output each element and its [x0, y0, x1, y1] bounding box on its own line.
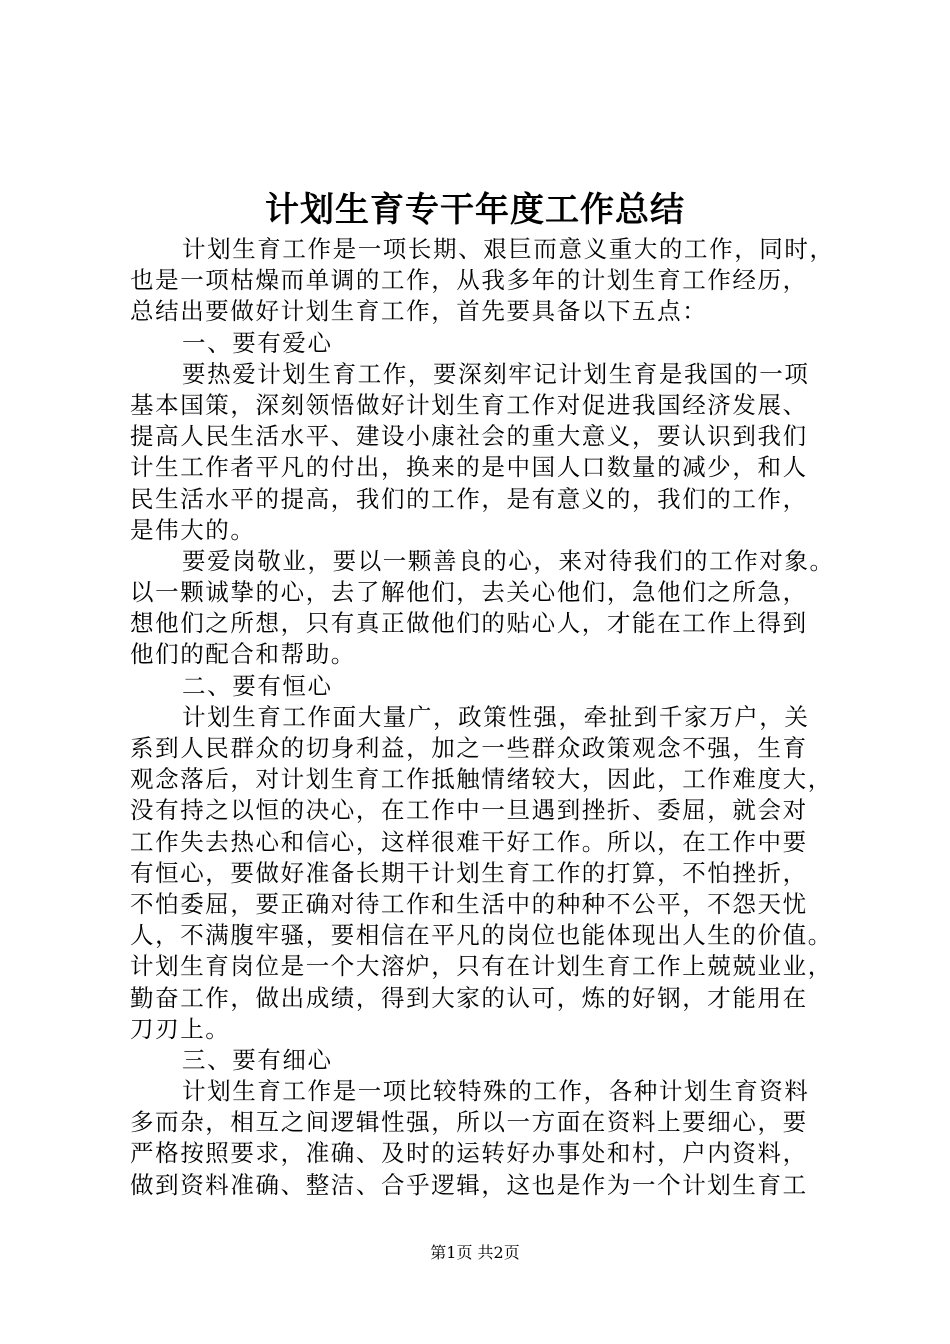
body-line: 以一颗诚挚的心，去了解他们，去关心他们，急他们之所急，: [130, 578, 808, 607]
body-line: 提高人民生活水平、建设小康社会的重大意义，要认识到我们: [130, 422, 808, 451]
body-line: 做到资料准确、整洁、合乎逻辑，这也是作为一个计划生育工: [130, 1170, 808, 1199]
body-line: 勤奋工作，做出成绩，得到大家的认可，炼的好钢，才能用在: [130, 983, 808, 1012]
body-line: 多而杂，相互之间逻辑性强，所以一方面在资料上要细心，要: [130, 1108, 808, 1137]
body-line: 计生工作者平凡的付出，换来的是中国人口数量的减少，和人: [130, 453, 808, 482]
section-heading: 三、要有细心: [182, 1045, 333, 1074]
body-line: 要爱岗敬业，要以一颗善良的心，来对待我们的工作对象。: [182, 546, 835, 575]
body-line: 刀刃上。: [130, 1014, 231, 1043]
body-line: 计划生育工作是一项比较特殊的工作，各种计划生育资料: [182, 1077, 810, 1106]
page-number-footer: 第1页 共2页: [430, 1243, 520, 1262]
body-line: 有恒心，要做好准备长期干计划生育工作的打算，不怕挫折，: [130, 858, 808, 887]
body-line: 计划生育工作面大量广，政策性强，牵扯到千家万户，关: [182, 702, 810, 731]
body-line: 观念落后，对计划生育工作抵触情绪较大，因此，工作难度大，: [130, 765, 833, 794]
body-line: 严格按照要求，准确、及时的运转好办事处和村，户内资料，: [130, 1139, 808, 1168]
body-line: 计划生育岗位是一个大溶炉，只有在计划生育工作上兢兢业业，: [130, 952, 833, 981]
body-line: 没有持之以恒的决心，在工作中一旦遇到挫折、委屈，就会对: [130, 796, 808, 825]
body-line: 总结出要做好计划生育工作，首先要具备以下五点：: [130, 297, 708, 326]
body-line: 是伟大的。: [130, 515, 256, 544]
document-body: [130, 234, 850, 1201]
body-line: 民生活水平的提高，我们的工作，是有意义的，我们的工作，: [130, 484, 808, 513]
body-line: 想他们之所想，只有真正做他们的贴心人，才能在工作上得到: [130, 609, 808, 638]
body-line: 人，不满腹牢骚，要相信在平凡的岗位也能体现出人生的价值。: [130, 921, 833, 950]
body-line: 工作失去热心和信心，这样很难干好工作。所以，在工作中要: [130, 827, 808, 856]
document-title: 计划生育专干年度工作总结: [265, 190, 685, 230]
section-heading: 一、要有爱心: [182, 328, 333, 357]
body-line: 基本国策，深刻领悟做好计划生育工作对促进我国经济发展、: [130, 390, 808, 419]
body-line: 系到人民群众的切身利益，加之一些群众政策观念不强，生育: [130, 734, 808, 762]
section-heading: 二、要有恒心: [182, 671, 333, 700]
body-line: 也是一项枯燥而单调的工作，从我多年的计划生育工作经历，: [130, 266, 808, 295]
body-line: 他们的配合和帮助。: [130, 640, 356, 669]
body-line: 要热爱计划生育工作，要深刻牢记计划生育是我国的一项: [182, 359, 810, 388]
body-line: 不怕委屈，要正确对待工作和生活中的种种不公平，不怨天忧: [130, 889, 808, 918]
body-line: 计划生育工作是一项长期、艰巨而意义重大的工作，同时，: [182, 235, 835, 263]
